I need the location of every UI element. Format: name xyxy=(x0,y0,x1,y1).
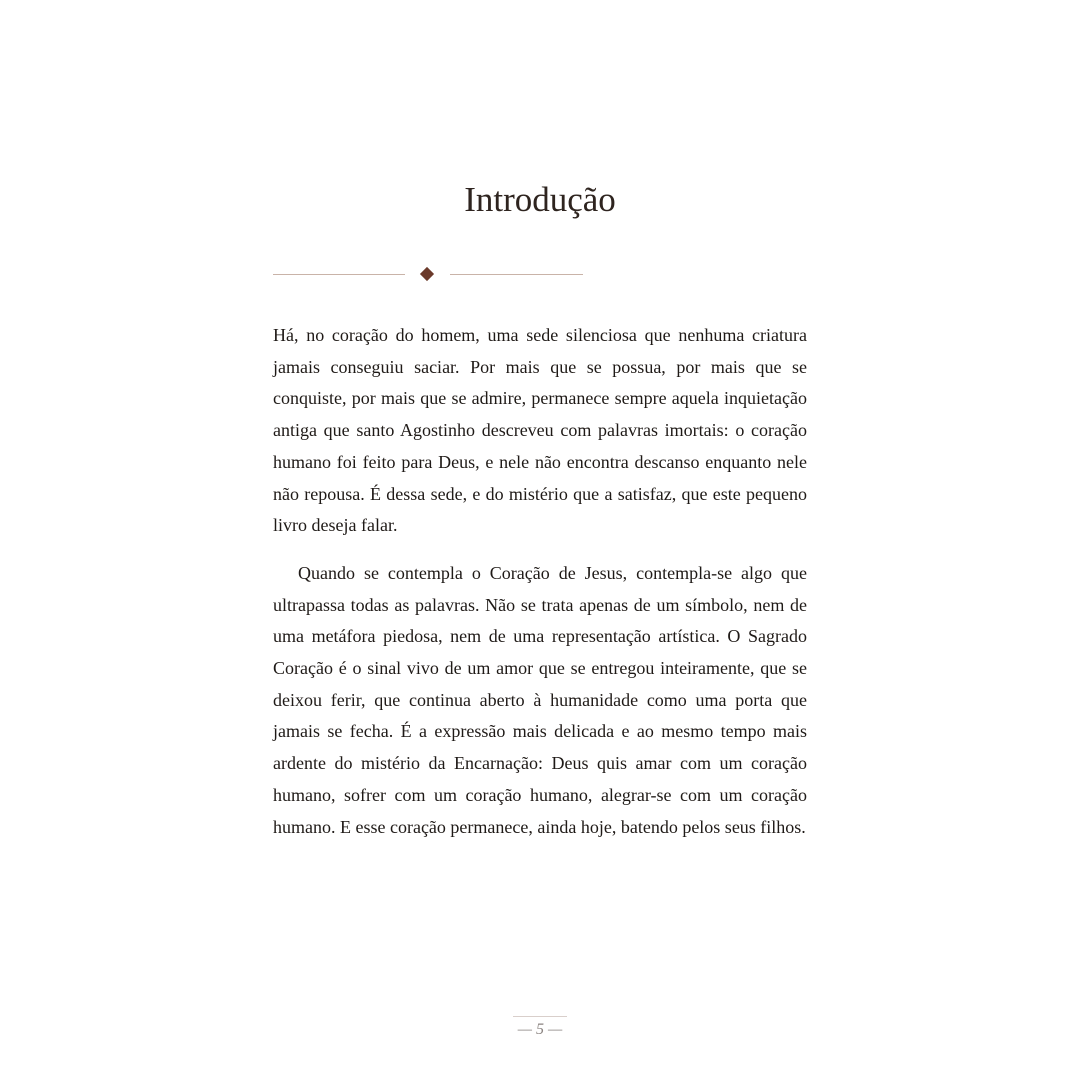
footer-rule xyxy=(513,1016,567,1017)
diamond-icon xyxy=(420,267,434,281)
page-footer xyxy=(513,1016,567,1040)
title-ornament xyxy=(273,266,583,284)
ornament-line-right xyxy=(450,274,583,275)
page-title: Introdução xyxy=(464,180,616,219)
body-text xyxy=(273,320,807,843)
ornament-line-left xyxy=(273,274,405,275)
paragraph-2: Quando se contempla o Coração de Jesus, contempla-se algo que ultrapassa todas as palavras. Não se trata apenas de um símbolo, nem de uma metáfora piedosa, nem de uma representação artística. O Sagrado Coração é o sinal vivo de um amor que se entregou inteiramente, que se deixou ferir, que continua aberto à humanidade como uma porta que jamais se fecha. É a expressão mais delicada e ao mesmo tempo mais ardente do mistério da Encarnação: Deus quis amar com um coração humano, sofrer com um coração humano, alegrar-se com um coração humano. E esse coração permanece, ainda hoje, batendo pelos seus filhos. xyxy=(273,562,807,837)
paragraph-1: Há, no coração do homem, uma sede silenciosa que nenhuma criatura jamais conseguiu saciar. Por mais que se possua, por mais que se conquiste, por mais que se admire, permanece sempre aquela inquietação antiga que santo Agostinho descreveu com palavras imortais: o coração humano foi feito para Deus, e nele não encontra descanso enquanto nele não repousa. É dessa sede, e do mistério que a satisfaz, que este pequeno livro deseja falar. xyxy=(273,325,807,536)
page-number: — 5 — xyxy=(517,1021,563,1038)
